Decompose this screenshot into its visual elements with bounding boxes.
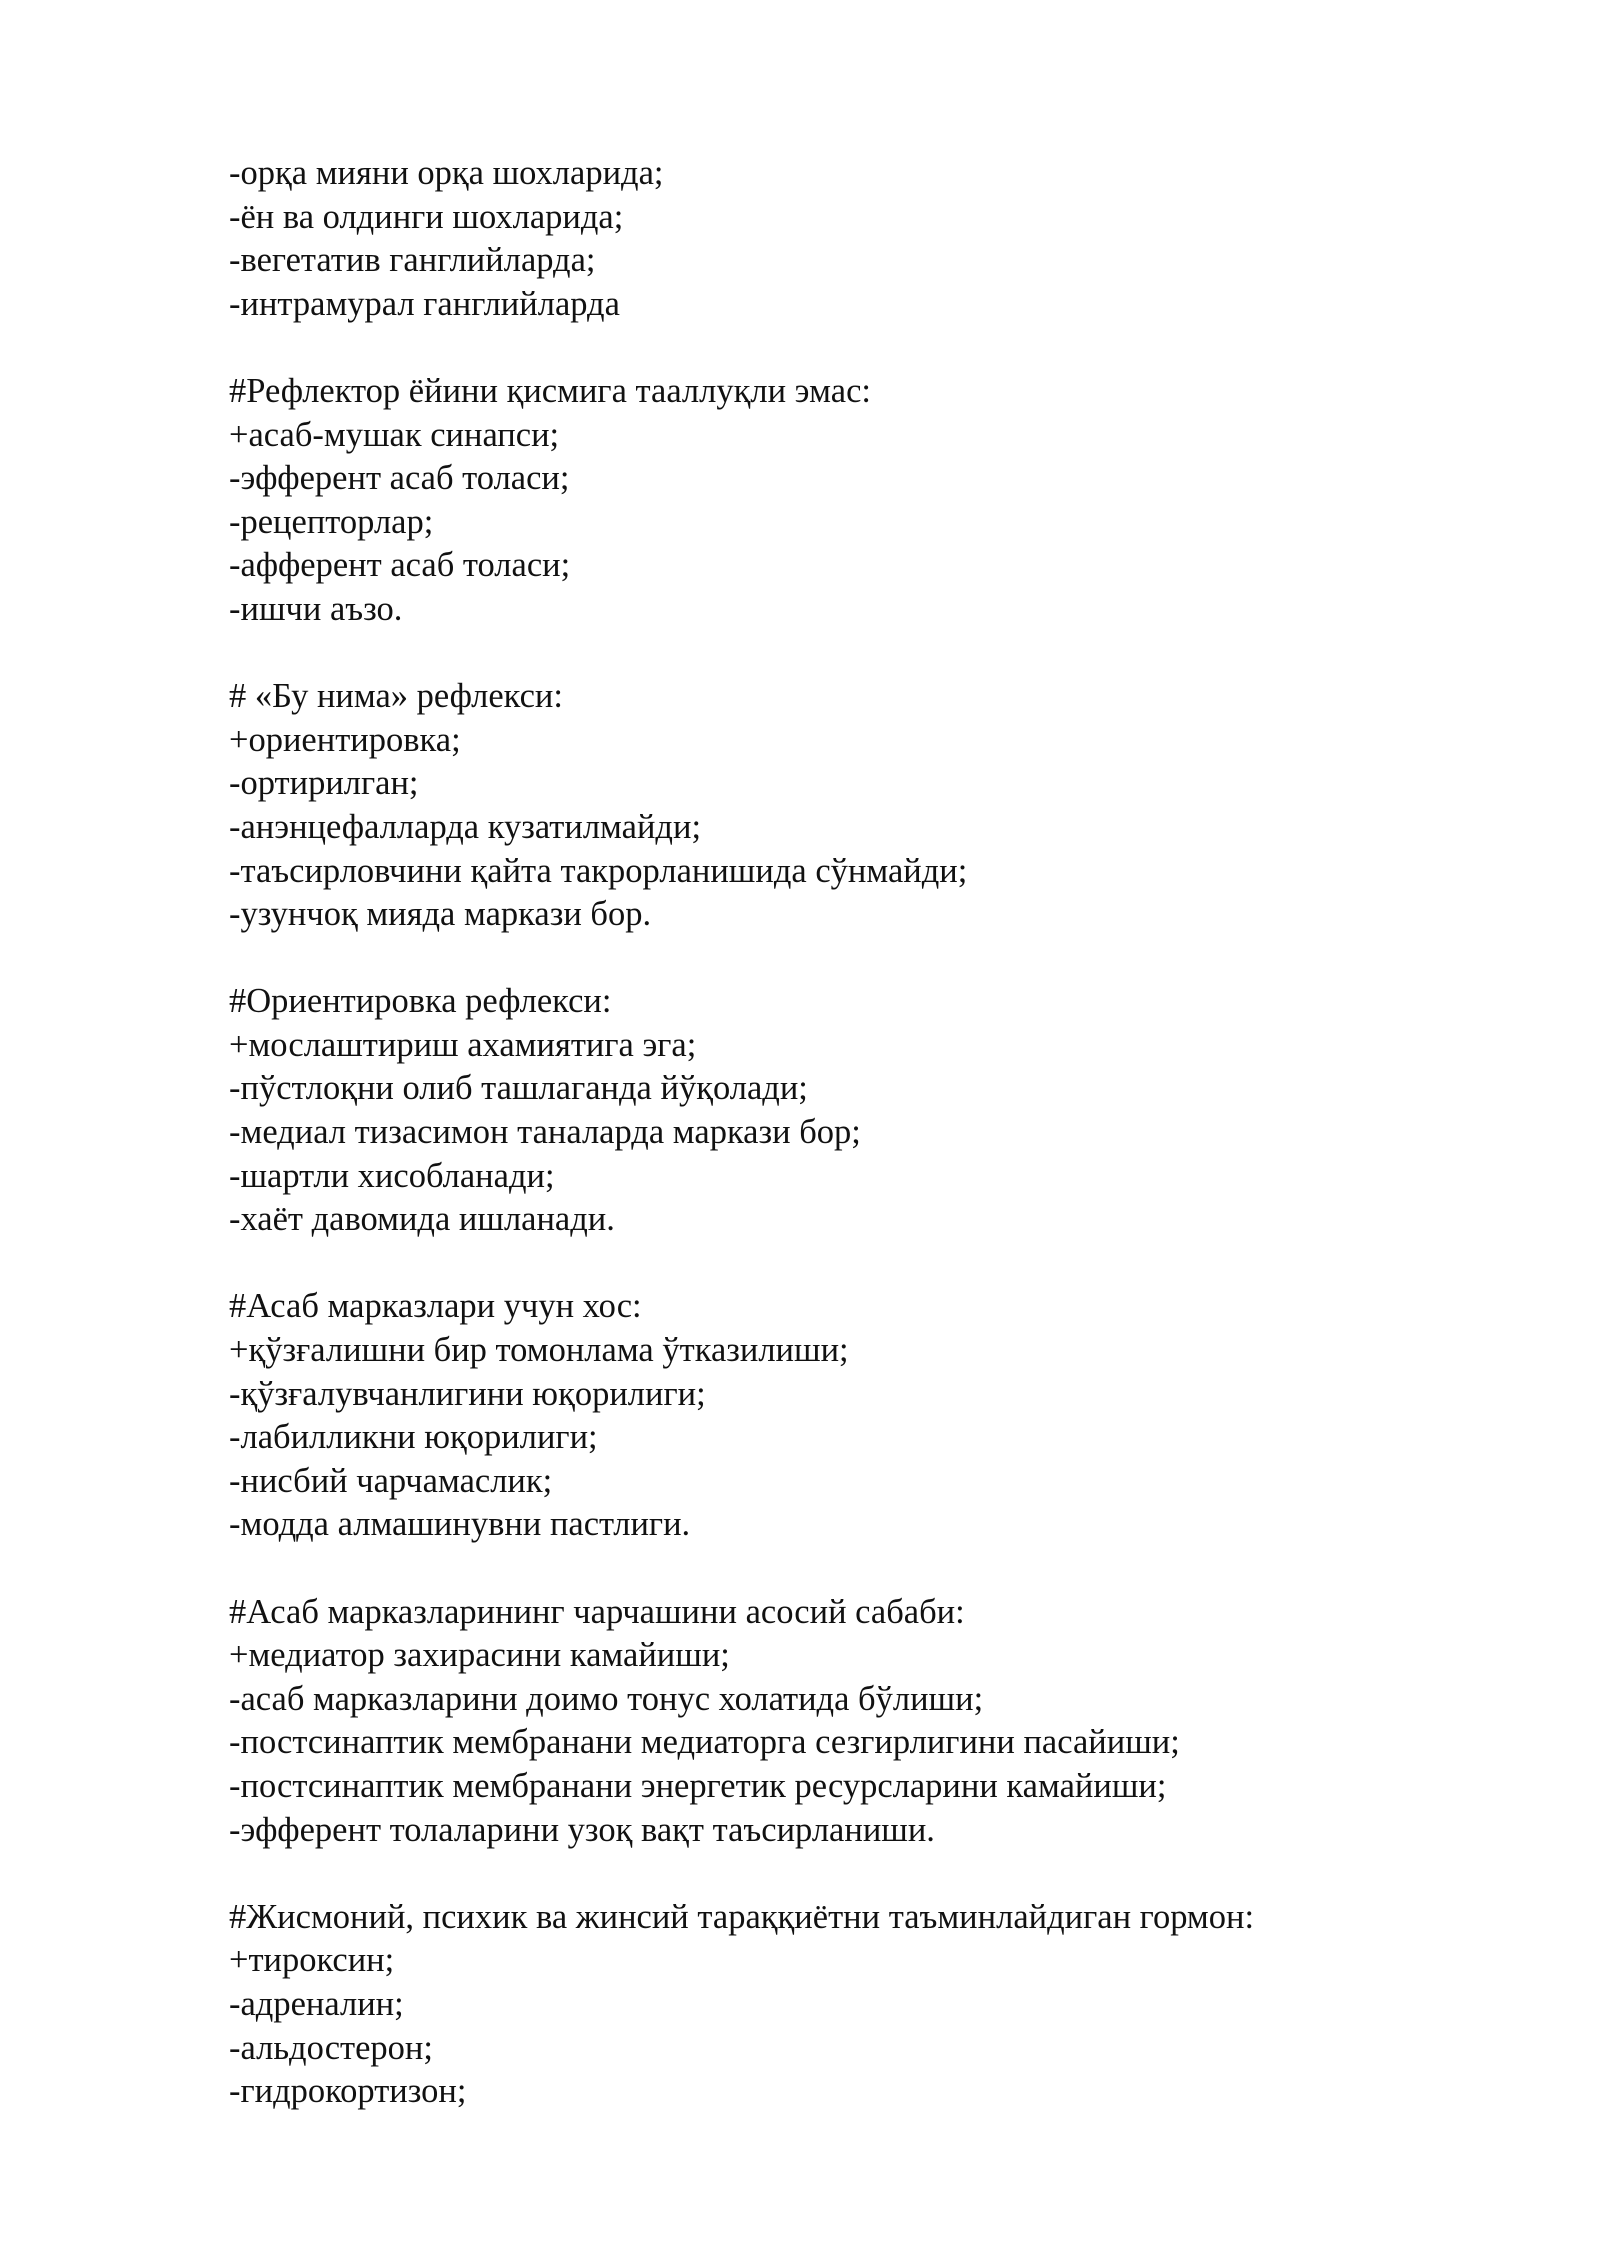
question-block [229, 1896, 1489, 2114]
answer-option: -гидрокортизон; [229, 2072, 467, 2111]
answer-option: -орқа мияни орқа шохларида; [229, 154, 664, 192]
question-block [229, 152, 1489, 326]
block-spacer [229, 1547, 1489, 1591]
answer-option: -пўстлоқни олиб ташлаганда йўқолади; [229, 1069, 808, 1108]
answer-option: -нисбий чарчамаслик; [229, 1461, 553, 1500]
answer-option: -хаёт давомида ишланади. [229, 1200, 615, 1239]
answer-option: -ён ва олдинги шохларида; [229, 197, 624, 236]
answer-option: -таъсирловчини қайта такрорланишида сўнмайди; [229, 851, 968, 890]
answer-option: -узунчоқ мияда маркази бор. [229, 895, 652, 934]
question-text: #Жисмоний, психик ва жинсий тараққиётни таъминлайдиган гормон: [229, 1897, 1255, 1936]
answer-option: +медиатор захирасини камайиши; [229, 1636, 730, 1675]
answer-option: +ориентировка; [229, 720, 461, 759]
answer-option: -эфферент толаларини узоқ вақт таъсирланиши. [229, 1810, 935, 1849]
answer-option: -ишчи аъзо. [229, 589, 403, 628]
block-spacer [229, 326, 1489, 370]
answer-option: -қўзғалувчанлигини юқорилиги; [229, 1374, 706, 1413]
question-block [229, 675, 1489, 937]
answer-option: +қўзғалишни бир томонлама ўтказилиши; [229, 1331, 849, 1370]
answer-option: -адреналин; [229, 1984, 404, 2023]
question-block [229, 370, 1489, 632]
question-text: # «Бу нима» рефлекси: [229, 677, 563, 716]
document-content [229, 152, 1489, 2114]
answer-option: -вегетатив ганглийларда; [229, 241, 596, 280]
answer-option: -асаб марказларини доимо тонус холатида бўлиши; [229, 1679, 984, 1718]
question-block [229, 980, 1489, 1242]
answer-option: -постсинаптик мембранани энергетик ресурсларини камайиши; [229, 1766, 1167, 1805]
answer-option: -афферент асаб толаси; [229, 546, 571, 585]
answer-option: -постсинаптик мембранани медиаторга сезгирлигини пасайиши; [229, 1723, 1180, 1762]
block-spacer [229, 632, 1489, 676]
question-text: #Ориентировка рефлекси: [229, 982, 612, 1021]
answer-option: -интрамурал ганглийларда [229, 284, 620, 323]
answer-option: -анэнцефалларда кузатилмайди; [229, 807, 702, 846]
block-spacer [229, 1242, 1489, 1286]
block-spacer [229, 937, 1489, 981]
answer-option: -альдостерон; [229, 2028, 433, 2067]
answer-option: -лабилликни юқорилиги; [229, 1418, 598, 1457]
answer-option: -ортирилган; [229, 764, 419, 803]
question-block [229, 1591, 1489, 1853]
answer-option: -шартли хисобланади; [229, 1156, 555, 1195]
question-text: #Рефлектор ёйини қисмига тааллуқли эмас: [229, 371, 871, 410]
block-spacer [229, 1852, 1489, 1896]
answer-option: -модда алмашинувни пастлиги. [229, 1505, 691, 1544]
answer-option: -медиал тизасимон таналарда маркази бор; [229, 1113, 861, 1152]
answer-option: +тироксин; [229, 1941, 395, 1980]
answer-option: +мослаштириш ахамиятига эга; [229, 1025, 697, 1064]
question-text: #Асаб марказлари учун хос: [229, 1287, 642, 1326]
question-block [229, 1285, 1489, 1547]
question-text: #Асаб марказларининг чарчашини асосий сабаби: [229, 1592, 965, 1631]
answer-option: +асаб-мушак синапси; [229, 415, 560, 454]
answer-option: -рецепторлар; [229, 502, 434, 541]
answer-option: -эфферент асаб толаси; [229, 459, 570, 498]
